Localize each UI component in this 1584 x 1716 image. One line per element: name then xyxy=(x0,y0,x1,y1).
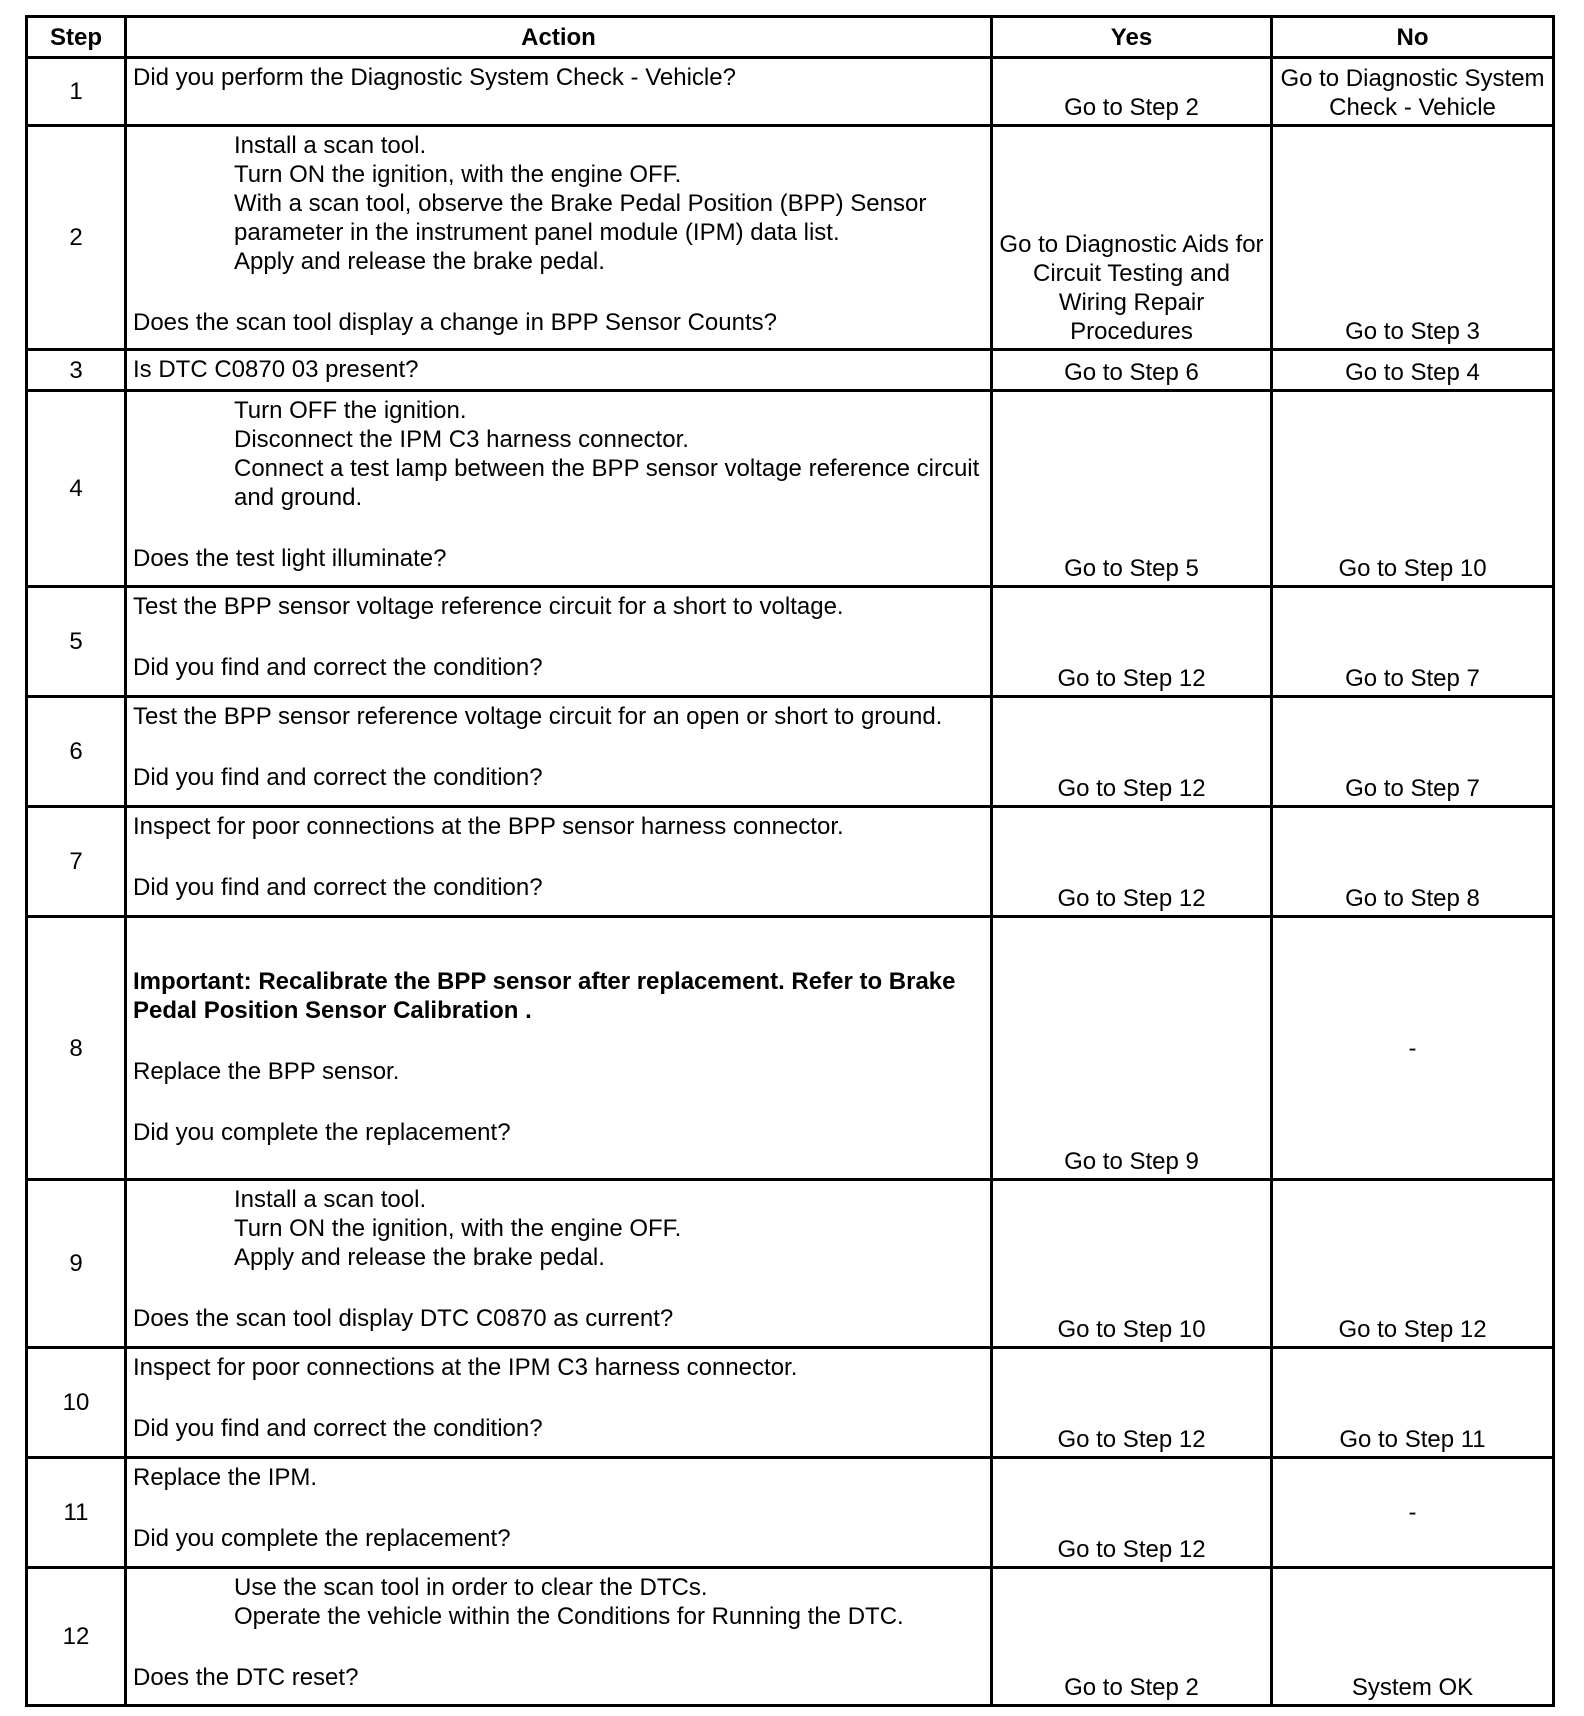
action-cell xyxy=(126,126,992,350)
yes-cell: Go to Step 12 xyxy=(992,587,1272,697)
table-row xyxy=(27,126,1554,350)
instruction-text: Install a scan tool. xyxy=(234,1186,427,1213)
no-cell: Go to Step 12 xyxy=(1272,1180,1554,1348)
question-text: Is DTC C0870 03 present? xyxy=(133,356,419,383)
step-number: 1 xyxy=(27,58,126,126)
header-no: No xyxy=(1272,17,1554,58)
instruction-text: Apply and release the brake pedal. xyxy=(234,1244,605,1271)
header-action: Action xyxy=(126,17,992,58)
action-cell xyxy=(126,1568,992,1706)
instruction-text: Connect a test lamp between the BPP sensor voltage reference circuit and ground. xyxy=(234,455,980,511)
yes-cell: Go to Step 12 xyxy=(992,1348,1272,1458)
step-number: 9 xyxy=(27,1180,126,1348)
header-step: Step xyxy=(27,17,126,58)
yes-cell: Go to Diagnostic Aids for Circuit Testing and Wiring Repair Procedures xyxy=(992,126,1272,350)
question-text: Does the test light illuminate? xyxy=(133,545,447,572)
question-text: Does the scan tool display a change in BPP Sensor Counts? xyxy=(133,309,777,336)
step-number: 8 xyxy=(27,917,126,1180)
table-row xyxy=(27,917,1554,1180)
no-cell: Go to Step 11 xyxy=(1272,1348,1554,1458)
question-text: Did you complete the replacement? xyxy=(133,1119,511,1146)
step-number: 6 xyxy=(27,697,126,807)
instruction-text: Inspect for poor connections at the BPP sensor harness connector. xyxy=(133,813,844,840)
no-cell: Go to Step 7 xyxy=(1272,697,1554,807)
step-number: 2 xyxy=(27,126,126,350)
table-row xyxy=(27,1180,1554,1348)
table-row xyxy=(27,587,1554,697)
question-text: Did you perform the Diagnostic System Check - Vehicle? xyxy=(133,64,736,91)
yes-cell: Go to Step 12 xyxy=(992,697,1272,807)
no-cell: Go to Step 7 xyxy=(1272,587,1554,697)
table-row xyxy=(27,1348,1554,1458)
action-cell xyxy=(126,1180,992,1348)
action-cell xyxy=(126,350,992,391)
table-row xyxy=(27,1568,1554,1706)
header-row xyxy=(27,17,1554,58)
step-number: 3 xyxy=(27,350,126,391)
step-number: 4 xyxy=(27,391,126,587)
question-text: Does the DTC reset? xyxy=(133,1664,359,1691)
instruction-text: Replace the BPP sensor. xyxy=(133,1058,400,1085)
table-row xyxy=(27,350,1554,391)
question-text: Did you find and correct the condition? xyxy=(133,874,543,901)
instruction-text: Apply and release the brake pedal. xyxy=(234,248,605,275)
step-number: 7 xyxy=(27,807,126,917)
table-row xyxy=(27,807,1554,917)
no-cell: Go to Step 3 xyxy=(1272,126,1554,350)
instruction-text: Test the BPP sensor voltage reference circuit for a short to voltage. xyxy=(133,593,844,620)
action-cell xyxy=(126,58,992,126)
no-cell: System OK xyxy=(1272,1568,1554,1706)
yes-cell: Go to Step 10 xyxy=(992,1180,1272,1348)
question-text: Did you complete the replacement? xyxy=(133,1525,511,1552)
yes-cell: Go to Step 12 xyxy=(992,1458,1272,1568)
header-yes: Yes xyxy=(992,17,1272,58)
table-row xyxy=(27,1458,1554,1568)
instruction-text: Disconnect the IPM C3 harness connector. xyxy=(234,426,689,453)
instruction-text: Operate the vehicle within the Conditions for Running the DTC. xyxy=(234,1603,904,1630)
instruction-text: Test the BPP sensor reference voltage circuit for an open or short to ground. xyxy=(133,703,943,730)
no-cell: Go to Diagnostic System Check - Vehicle xyxy=(1272,58,1554,126)
action-cell xyxy=(126,391,992,587)
action-cell xyxy=(126,1458,992,1568)
step-number: 5 xyxy=(27,587,126,697)
action-cell xyxy=(126,1348,992,1458)
instruction-text: Install a scan tool. xyxy=(234,132,427,159)
step-number: 10 xyxy=(27,1348,126,1458)
question-text: Does the scan tool display DTC C0870 as current? xyxy=(133,1305,674,1332)
action-cell xyxy=(126,587,992,697)
table-row xyxy=(27,391,1554,587)
yes-cell: Go to Step 2 xyxy=(992,58,1272,126)
diagnostic-table xyxy=(25,15,1555,1707)
action-cell xyxy=(126,917,992,1180)
question-text: Did you find and correct the condition? xyxy=(133,764,543,791)
yes-cell: Go to Step 12 xyxy=(992,807,1272,917)
action-cell xyxy=(126,807,992,917)
no-cell: Go to Step 10 xyxy=(1272,391,1554,587)
instruction-text: Replace the IPM. xyxy=(133,1464,318,1491)
instruction-text: Inspect for poor connections at the IPM C3 harness connector. xyxy=(133,1354,798,1381)
yes-cell: Go to Step 9 xyxy=(992,917,1272,1180)
instruction-text: Use the scan tool in order to clear the DTCs. xyxy=(234,1574,708,1601)
yes-cell: Go to Step 6 xyxy=(992,350,1272,391)
no-cell: - xyxy=(1272,917,1554,1180)
table-row xyxy=(27,58,1554,126)
no-cell: Go to Step 8 xyxy=(1272,807,1554,917)
step-number: 12 xyxy=(27,1568,126,1706)
question-text: Did you find and correct the condition? xyxy=(133,1415,543,1442)
instruction-text: Turn ON the ignition, with the engine OFF. xyxy=(234,161,682,188)
table-row xyxy=(27,697,1554,807)
action-cell xyxy=(126,697,992,807)
yes-cell: Go to Step 5 xyxy=(992,391,1272,587)
important-note: Important: Recalibrate the BPP sensor after replacement. Refer to Brake Pedal Position Sensor Calibration . xyxy=(133,968,956,1024)
no-cell: - xyxy=(1272,1458,1554,1568)
instruction-text: With a scan tool, observe the Brake Pedal Position (BPP) Sensor parameter in the instrument panel module (IPM) data list. xyxy=(234,190,927,246)
instruction-text: Turn ON the ignition, with the engine OFF. xyxy=(234,1215,682,1242)
no-cell: Go to Step 4 xyxy=(1272,350,1554,391)
yes-cell: Go to Step 2 xyxy=(992,1568,1272,1706)
question-text: Did you find and correct the condition? xyxy=(133,654,543,681)
step-number: 11 xyxy=(27,1458,126,1568)
instruction-text: Turn OFF the ignition. xyxy=(234,397,467,424)
